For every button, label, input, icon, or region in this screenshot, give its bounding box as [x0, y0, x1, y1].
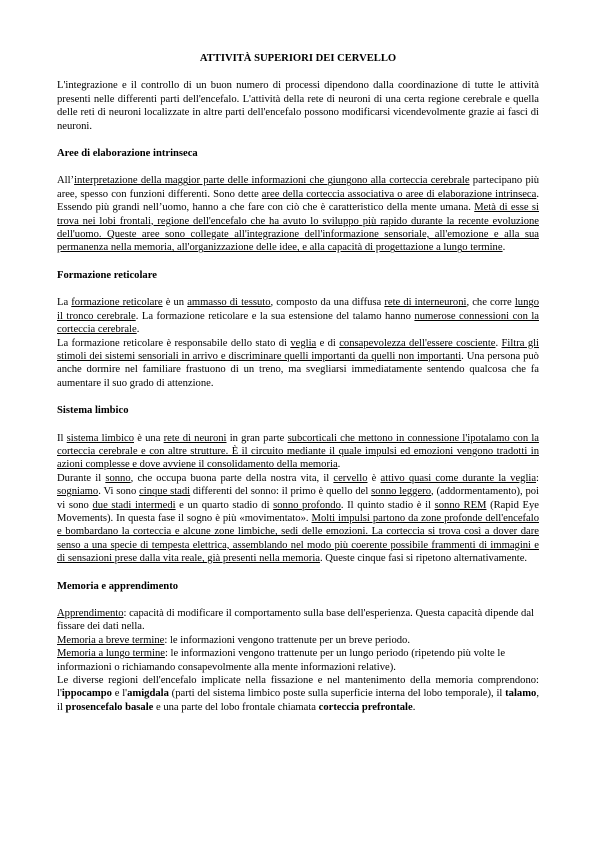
underlined-text: sistema limbico: [66, 432, 135, 444]
memoria-line-lungo-termine: Memoria a lungo termine: le informazioni vengono trattenute per un lungo periodo (ripetendo più volte le informazioni o richiamando consapevolmente alla mente informazioni relative).: [57, 648, 506, 673]
underlined-text: formazione reticolare: [71, 297, 163, 309]
section-title-formazione: Formazione reticolare: [57, 269, 157, 281]
underlined-text: veglia: [290, 337, 317, 349]
underlined-text: lungo il tronco cerebrale: [57, 297, 539, 322]
underlined-text: due stadi intermedi: [92, 499, 176, 511]
underlined-text: subcorticali che mettono in connessione l'ipotalamo con la corteccia cerebrale e con altre strutture. È il circuito mediante il quale impulsi ed emozioni vengono tradotti in azioni complesse e dove avviene il consolidamento della memoria: [57, 432, 539, 471]
underlined-text: rete di neuroni: [163, 432, 227, 444]
underlined-text: numerose connessioni con la corteccia cerebrale: [57, 310, 539, 336]
bold-term: corteccia prefrontale: [318, 701, 413, 713]
bold-term: prosencefalo basale: [65, 701, 154, 713]
underlined-text: sonno: [105, 472, 131, 484]
document-title: ATTIVITÀ SUPERIORI DEI CERVELLO: [199, 53, 397, 64]
bold-term: amigdala: [127, 688, 169, 700]
underlined-text: Apprendimento: [57, 608, 124, 619]
section-title-memoria: Memoria e apprendimento: [57, 580, 179, 592]
section-formazione-paragraph-2: La formazione reticolare è responsabile dello stato di veglia e di consapevolezza dell'essere cosciente. Filtra gli stimoli dei sistemi sensoriali in arrivo e discriminare quelli importanti da quelli non importanti. Una persona può anche dormire nel familiare frastuono di un treno, ma svegliarsi immediatamente sentendo qualcosa che fa aumentare il suo grado di attenzione.: [57, 337, 540, 389]
memoria-line-breve-termine: Memoria a breve termine: le informazioni vengono trattenute per un breve periodo.: [57, 634, 411, 646]
bold-term: ippocampo: [61, 688, 112, 700]
underlined-text: Memoria a lungo termine: [57, 648, 165, 660]
underlined-text: sonno profondo: [273, 499, 341, 511]
underlined-text: cinque stadi: [139, 486, 191, 498]
section-formazione-paragraph-1: La formazione reticolare è un ammasso di tessuto, composto da una diffusa rete di interneuroni, che corre lungo il tronco cerebrale. La formazione reticolare e la sua estensione del talamo hanno numerose connessioni con la corteccia cerebrale.: [57, 297, 539, 336]
intro-paragraph: L'integrazione e il controllo di un buon numero di processi dipendono dalla coordinazione di tutte le attività presenti nelle differenti parti dell'encefalo. L'attività della rete di neuroni di una certa regione cerebrale e quella delle reti di neuroni localizzate in altre parti dell'encefalo possono modificarsi vicendevolmente grazie ai fasci di neuroni.: [57, 80, 539, 132]
underlined-text: cervello: [333, 472, 368, 484]
underlined-text: interpretazione della maggior parte delle informazioni che giungono alla corteccia cerebrale: [74, 175, 470, 187]
underlined-text: sogniamo: [57, 486, 99, 498]
section-limbico-paragraph-1: Il sistema limbico è una rete di neuroni in gran parte subcorticali che mettono in connessione l'ipotalamo con la corteccia cerebrale e con altre strutture. È il circuito mediante il quale impulsi ed emozioni vengono tradotti in azioni complesse e dove avviene il consolidamento della memoria.: [57, 432, 539, 471]
section-title-aree: Aree di elaborazione intrinseca: [57, 148, 198, 160]
section-limbico-paragraph-2: Durante il sonno, che occupa buona parte della nostra vita, il cervello è attivo quasi come durante la veglia: sogniamo. Vi sono cinque stadi differenti del sonno: il primo è quello del sonno leggero, (addormentamento), poi vi sono due stadi intermedi e un quarto stadio di sonno profondo. Il quinto stadio è il sonno REM (Rapid Eye Movements). In questa fase il sogno è più «movimentato». Molti impulsi partono da zone profonde dell'encefalo e bombardano la corteccia e alcune zone limbiche, sedi delle emozioni. La corteccia si trova così a dover dare senso a una specie di tempesta elettrica, assemblando nel modo più coerente possibile frammenti di immagini e di sensazioni prese dalla vita reale, già presenti nella memoria. Queste cinque fasi si ripetono alternativamente.: [57, 472, 540, 565]
underlined-text: consapevolezza dell'essere cosciente: [339, 337, 496, 349]
underlined-text: sonno REM: [434, 499, 487, 511]
section-aree-paragraph: All’interpretazione della maggior parte delle informazioni che giungono alla corteccia cerebrale partecipano più aree, spesso con funzioni differenti. Sono dette aree della corteccia associativa o aree di elaborazione intrinseca. Essendo più grandi nell’uomo, hanno a che fare con ciò che è caratteristico della mente umana. Metà di esse si trova nei lobi frontali, regione dell'encefalo che ha avuto lo sviluppo più rapido durante la recente evoluzione dell'uomo. Queste aree sono collegate all'integrazione dell'informazione sensoriale, all'emozione e alla sua permanenza nella memoria, all'organizzazione delle idee, e alla capacità di progettazione a lungo termine.: [57, 175, 540, 254]
underlined-text: Memoria a breve termine: [57, 634, 165, 646]
underlined-text: rete di interneuroni: [384, 297, 467, 309]
memoria-line-apprendimento: Apprendimento: capacità di modificare il comportamento sulla base dell'esperienza. Questa capacità dipende dal fissare dei dati nella.: [57, 608, 534, 633]
section-title-limbico: Sistema limbico: [57, 405, 129, 417]
underlined-text: Molti impulsi partono da zone profonde dell'encefalo e bombardano la corteccia e alcune zone limbiche, sedi delle emozioni. La corteccia si trova così a dover dare senso a una specie di tempesta elettrica, assemblando nel modo più coerente possibile frammenti di immagini e di sensazioni prese dalla vita reale, già presenti nella memoria: [57, 512, 539, 565]
underlined-text: aree della corteccia associativa o aree di elaborazione intrinseca: [261, 188, 537, 200]
bold-term: talamo: [505, 688, 537, 700]
underlined-text: ammasso di tessuto: [187, 297, 271, 309]
underlined-text: Metà di esse si trova nei lobi frontali, regione dell'encefalo che ha avuto lo sviluppo più rapido durante la recente evoluzione dell'uomo. Queste aree sono collegate all'integrazione dell'informazione sensoriale, all'emozione e alla sua permanenza nella memoria, all'organizzazione delle idee, e alla capacità di progettazione a lungo termine: [57, 202, 540, 254]
memoria-paragraph: Le diverse regioni dell'encefalo implicate nella fissazione e nel mantenimento della memoria comprendono: l'ippocampo e l'amigdala (parti del sistema limbico poste sulla superficie interna del lobo temporale), il talamo, il prosencefalo basale e una parte del lobo frontale chiamata corteccia prefrontale.: [57, 675, 539, 713]
underlined-text: sonno leggero: [371, 486, 432, 498]
document-page: [57, 52, 539, 714]
underlined-text: Filtra gli stimoli dei sistemi sensoriali in arrivo e discriminare quelli importanti da quelli non importanti: [57, 337, 540, 362]
underlined-text: attivo quasi come durante la veglia: [380, 472, 537, 484]
